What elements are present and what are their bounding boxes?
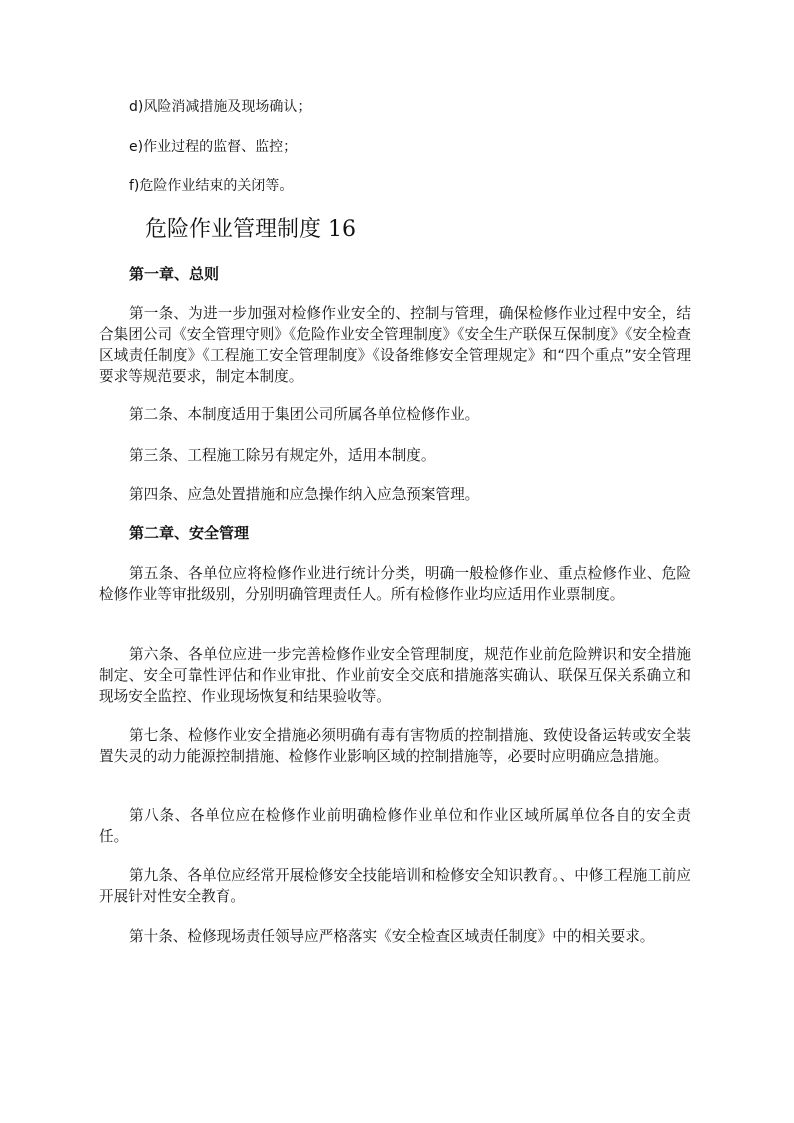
article-2: 第二条、本制度适用于集团公司所属各单位检修作业。 <box>129 406 480 423</box>
article-3: 第三条、工程施工除另有规定外，适用本制度。 <box>129 447 436 464</box>
list-item-f: f)危险作业结束的关闭等。 <box>129 178 294 194</box>
article-4: 第四条、应急处置措施和应急操作纳入应急预案管理。 <box>129 486 480 503</box>
chapter-heading-2: 第二章、安全管理 <box>129 524 250 542</box>
document-title: 危险作业管理制度 16 <box>145 217 356 242</box>
article-5: 第五条、各单位应将检修作业进行统计分类，明确一般检修作业、重点检修作业、危险检修作业等审批级别，分别明确管理责任人。所有检修作业均应适用作业票制度。 <box>99 565 691 603</box>
list-item-d: d)风险消减措施及现场确认； <box>129 99 312 115</box>
article-1: 第一条、为进一步加强对检修作业安全的、控制与管理，确保检修作业过程中安全，结合集团公司《安全管理守则》《危险作业安全管理制度》《安全生产联保互保制度》《安全检查区域责任制度》《工程施工安全管理制度》《设备维修安全管理规定》和“四个重点”安全管理要求等规范要求，制定本制度。 <box>99 305 691 385</box>
chapter-heading-1: 第一章、总则 <box>129 265 220 283</box>
article-7: 第七条、检修作业安全措施必须明确有毒有害物质的控制措施、致使设备运转或安全装置失灵的动力能源控制措施、检修作业影响区域的控制措施等，必要时应明确应急措施。 <box>99 727 691 765</box>
list-item-e: e)作业过程的监督、监控； <box>129 139 298 155</box>
article-6: 第六条、各单位应进一步完善检修作业安全管理制度，规范作业前危险辨识和安全措施制定、安全可靠性评估和作业审批、作业前安全交底和措施落实确认、联保互保关系确立和现场安全监控、作业现场恢复和结果验收等。 <box>99 646 691 705</box>
article-8: 第八条、各单位应在检修作业前明确检修作业单位和作业区域所属单位各自的安全责任。 <box>99 807 691 845</box>
article-9: 第九条、各单位应经常开展检修安全技能培训和检修安全知识教育。、中修工程施工前应开展针对性安全教育。 <box>99 867 691 905</box>
article-10: 第十条、检修现场责任领导应严格落实《安全检查区域责任制度》中的相关要求。 <box>129 928 655 945</box>
